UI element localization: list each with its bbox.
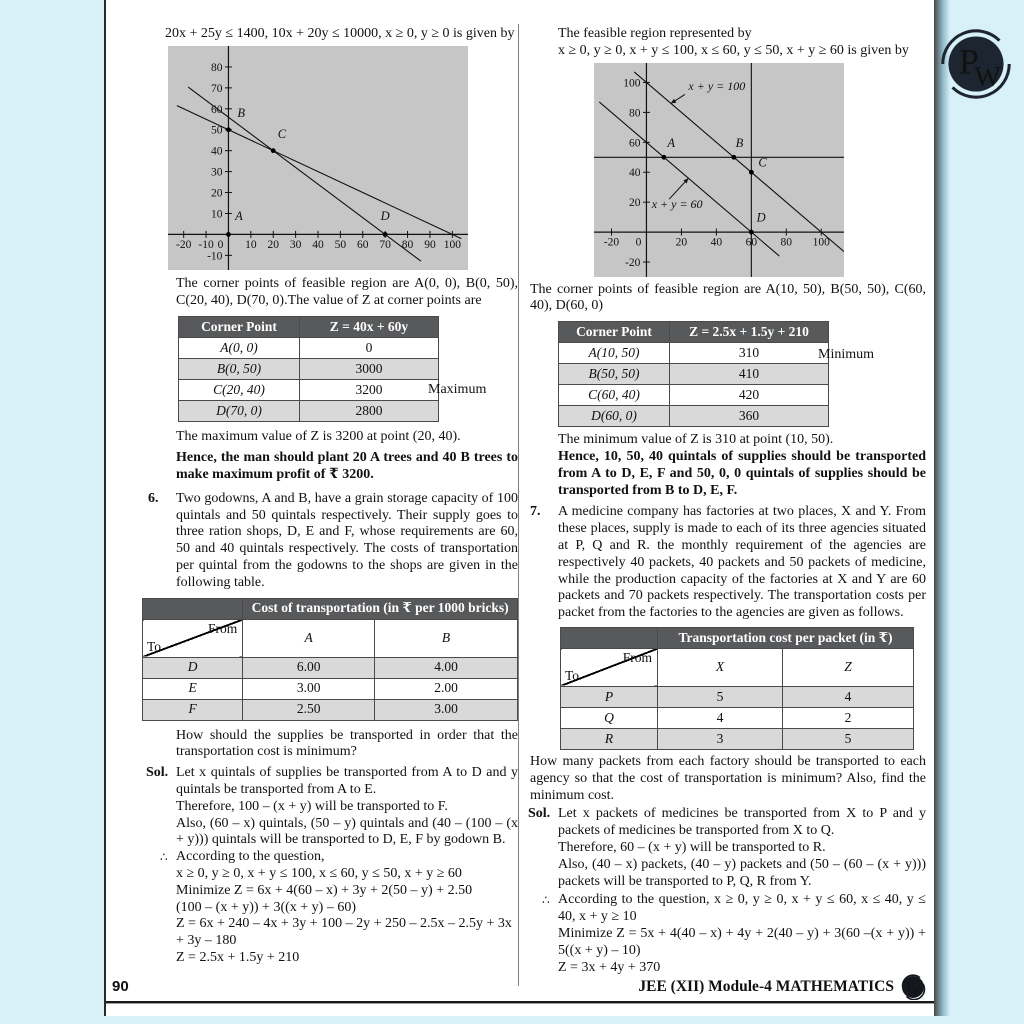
table-row: P 5 4 [561,686,914,707]
svg-text:W: W [974,61,1002,93]
svg-text:10: 10 [210,208,223,221]
col-header-z: Z = 40x + 60y [300,317,439,338]
svg-text:0: 0 [217,238,224,251]
maximum-annotation: Maximum [428,382,487,398]
therefore-symbol: ∴ [160,850,168,865]
svg-text:20: 20 [210,187,223,200]
svg-text:-10: -10 [207,250,223,263]
sol-7-line-1: Let x packets of medicines be transported from X to P and y packets of medicines be transported from X to Q. [558,806,926,839]
svg-text:20: 20 [675,236,688,249]
left-column [146,26,518,967]
svg-text:-20: -20 [625,256,641,269]
cost-table-right-wrap [558,627,926,750]
table-row: D(70, 0) 2800 [179,401,439,422]
svg-text:60: 60 [210,103,223,116]
page-number: 90 [112,978,129,995]
from-label: From [207,620,238,636]
svg-text:D: D [380,208,390,223]
svg-text:100: 100 [443,238,461,251]
sol-7-line-2: Therefore, 60 – (x + y) will be transported to R. [558,839,826,855]
page-footer [106,972,934,1002]
according-line-right: According to the question, x ≥ 0, y ≥ 0, x + y ≤ 60, x ≤ 40, y ≤ 40, x + y ≥ 10 [558,892,926,925]
svg-text:D: D [756,210,766,225]
svg-text:20: 20 [267,238,279,251]
to-label: To [147,638,162,654]
from-to-diagonal-cell [561,648,658,686]
corner-point-table-left [178,316,439,422]
table-row: D 6.00 4.00 [143,657,518,678]
lp-graph-left [168,46,468,270]
svg-text:100: 100 [812,236,830,249]
svg-text:P: P [907,978,914,993]
svg-text:50: 50 [210,124,223,137]
hence-conclusion-left: Hence, the man should plant 20 A trees and 40 B trees to make maximum profit of ₹ 3200. [176,450,518,482]
corner-points-paragraph-right: The corner points of feasible region are A(10, 50), B(50, 50), C(60, 40), D(60, 0) [530,281,926,314]
equation-minimize-2: (100 – (x + y)) + 3((x + y) – 60) [176,899,356,915]
feasible-intro-line-1: The feasible region represented by [558,26,752,41]
col-header-godown-b: B [375,619,518,657]
from-label: From [622,649,652,665]
question-7-ask: How many packets from each factory should be transported to each agency so that the cost of transportation is minimum? Also, find the minimum cost. [530,753,926,803]
solution-6 [146,765,518,849]
table-row: A(10, 50) 310 [559,343,829,364]
pw-logo-top-icon [938,26,1014,102]
cost-table-title: Transportation cost per packet (in ₹) [658,627,914,648]
col-header-godown-a: A [243,619,375,657]
svg-text:A: A [235,208,243,223]
svg-text:-10: -10 [198,238,214,251]
question-6-ask: How should the supplies be transported in order that the transportation cost is minimum? [176,727,518,760]
col-header-factory-x: X [658,648,783,686]
question-7-number: 7. [530,504,541,520]
svg-text:20: 20 [628,196,641,209]
svg-text:60: 60 [357,238,369,251]
svg-text:0: 0 [635,236,642,249]
svg-text:80: 80 [780,236,793,249]
svg-text:60: 60 [745,236,758,249]
right-column [530,26,926,976]
textbook-page [104,0,934,1016]
table-row: B(0, 50) 3000 [179,359,439,380]
corner-table-left-wrap [176,316,518,422]
equation-expanded: Z = 6x + 240 – 4x + 3y + 100 – 2y + 250 – 2.5x – 2.5y + 3x [176,916,512,932]
therefore-symbol: ∴ [542,893,550,908]
table-row: F 2.50 3.00 [143,699,518,720]
cost-of-transportation-table [142,598,518,721]
svg-text:40: 40 [312,238,324,251]
svg-text:x + y = 100: x + y = 100 [688,78,746,93]
minimum-annotation: Minimum [818,347,875,363]
table-row: B(50, 50) 410 [559,364,829,385]
table-row: R 3 5 [561,728,914,749]
max-value-line: The maximum value of Z is 3200 at point (20, 40). [176,429,461,445]
corner-table-right-wrap [558,321,926,427]
solution-7 [528,806,926,890]
equation-final: Z = 3x + 4y + 370 [558,959,661,975]
table-row: E 3.00 2.00 [143,678,518,699]
svg-text:A: A [667,135,676,150]
svg-text:C: C [277,126,287,141]
according-line-left: According to the question, [176,849,325,865]
svg-text:-20: -20 [603,236,620,249]
question-6-text: Two godowns, A and B, have a grain storage capacity of 100 quintals and 50 quintals respectively. Their supply goes to three ration shops, D, E and F, whose requirements are 60, 50 and 40 quintals respectively. The costs of transportation per quintal from the godowns to the shops are given in the following table. [176,490,518,590]
table-row: C(20, 40) 3200 [179,380,439,401]
sol-label: Sol. [528,806,551,822]
svg-text:50: 50 [334,238,347,251]
equation-minimize: Minimize Z = 6x + 4(60 – x) + 3y + 2(50 – y) + 2.50 [176,882,473,898]
hence-conclusion-right: Hence, 10, 50, 40 quintals of supplies should be transported from A to D, E, F and 50, 0, 0 quintals of supplies should be transported from B to D, E, F. [558,448,926,498]
svg-text:70: 70 [379,238,391,251]
svg-text:10: 10 [245,238,257,251]
therefore-block-left [160,849,518,967]
svg-text:30: 30 [210,166,223,179]
question-7-text: A medicine company has factories at two places, X and Y. From these places, supply is made to each of its three agencies situated at P, Q and R. the monthly requirement of the agencies are respectively 40 packets, 40 packets and 50 packets of medicine, while the production capacity of the factories at X and Y are 60 packets and 70 packets respectively. The transportation costs per packet from the factories to the agencies are given as follows. [558,504,926,621]
svg-text:80: 80 [210,61,223,74]
sol-6-line-1: Let x quintals of supplies be transported from A to D and y quintals be transported from A to E. [176,765,518,797]
footer-edition-text: JEE (XII) Module-4 MATHEMATICS [638,978,894,995]
equation-minimize: Minimize Z = 5x + 4(40 – x) + 4y + 2(40 – y) + 3(60 –(x + y)) + 5((x + y) – 10) [558,925,926,958]
col-header-corner-point: Corner Point [179,317,300,338]
sol-7-line-3: Also, (40 – x) packets, (40 – y) packets and (50 – (60 – (x + y))) packets will be transported to P, Q, R from Y. [558,856,926,889]
sol-6-line-2: Therefore, 100 – (x + y) will be transported to F. [176,798,448,814]
lp-graph-right [594,63,844,277]
table-row: Q 4 2 [561,707,914,728]
sol-6-line-3: Also, (60 – x) quintals, (50 – y) quintals and (40 – (100 – (x + y))) quintals will be transported to D, E, F by godown B. [176,815,518,848]
equation-final: Z = 2.5x + 1.5y + 210 [176,949,300,965]
corner-point-table-right [558,321,829,427]
table-row: A(0, 0) 0 [179,338,439,359]
svg-text:W: W [912,987,922,998]
svg-text:80: 80 [628,106,641,119]
question-7 [530,504,926,622]
transportation-cost-table [560,627,914,750]
svg-text:x + y = 60: x + y = 60 [651,196,703,211]
footer-rule [106,1001,934,1004]
col-header-corner-point: Corner Point [559,322,670,343]
svg-text:40: 40 [710,236,723,249]
to-label: To [565,668,580,684]
footer-right-group [638,974,926,1000]
equation-expanded-2: + 3y – 180 [176,933,237,949]
equation-constraints: x ≥ 0, y ≥ 0, x + y ≤ 100, x ≤ 60, y ≤ 50, x + y ≥ 60 [176,865,462,881]
svg-text:100: 100 [623,77,641,90]
svg-text:C: C [758,154,767,169]
page-edge-shadow [934,0,950,1016]
svg-text:P: P [958,41,979,82]
svg-text:-20: -20 [175,238,192,251]
question-6-number: 6. [148,490,159,506]
svg-text:40: 40 [628,166,641,179]
col-header-factory-z: Z [783,648,914,686]
svg-text:60: 60 [628,136,641,149]
pw-logo-footer-icon [900,974,926,1000]
blank-header-cell [143,598,243,619]
feasible-intro-line-2: x ≥ 0, y ≥ 0, x + y ≤ 100, x ≤ 60, y ≤ 50, x + y ≥ 60 is given by [558,42,909,58]
sol-label: Sol. [146,765,169,781]
col-header-z: Z = 2.5x + 1.5y + 210 [670,322,829,343]
table-row: C(60, 40) 420 [559,385,829,406]
from-to-diagonal-cell [143,619,243,657]
table-row: D(60, 0) 360 [559,406,829,427]
question-6 [148,490,518,592]
svg-text:B: B [735,135,744,150]
therefore-block-right [542,892,926,976]
min-value-line: The minimum value of Z is 310 at point (10, 50). [558,432,834,448]
cost-table-title: Cost of transportation (in ₹ per 1000 bricks) [243,598,518,619]
column-divider [518,24,519,986]
cost-table-left-wrap [147,598,518,721]
svg-text:B: B [237,105,246,120]
svg-text:70: 70 [210,82,223,95]
svg-text:80: 80 [401,238,414,251]
constraint-intro-line: 20x + 25y ≤ 1400, 10x + 20y ≤ 10000, x ≥ 0, y ≥ 0 is given by [165,26,515,41]
svg-text:90: 90 [424,238,436,251]
blank-header-cell [561,627,658,648]
svg-text:30: 30 [289,238,302,251]
corner-points-paragraph-left: The corner points of feasible region are A(0, 0), B(0, 50), C(20, 40), D(70, 0).The value of Z at corner points are [176,275,518,308]
svg-text:40: 40 [210,145,223,158]
